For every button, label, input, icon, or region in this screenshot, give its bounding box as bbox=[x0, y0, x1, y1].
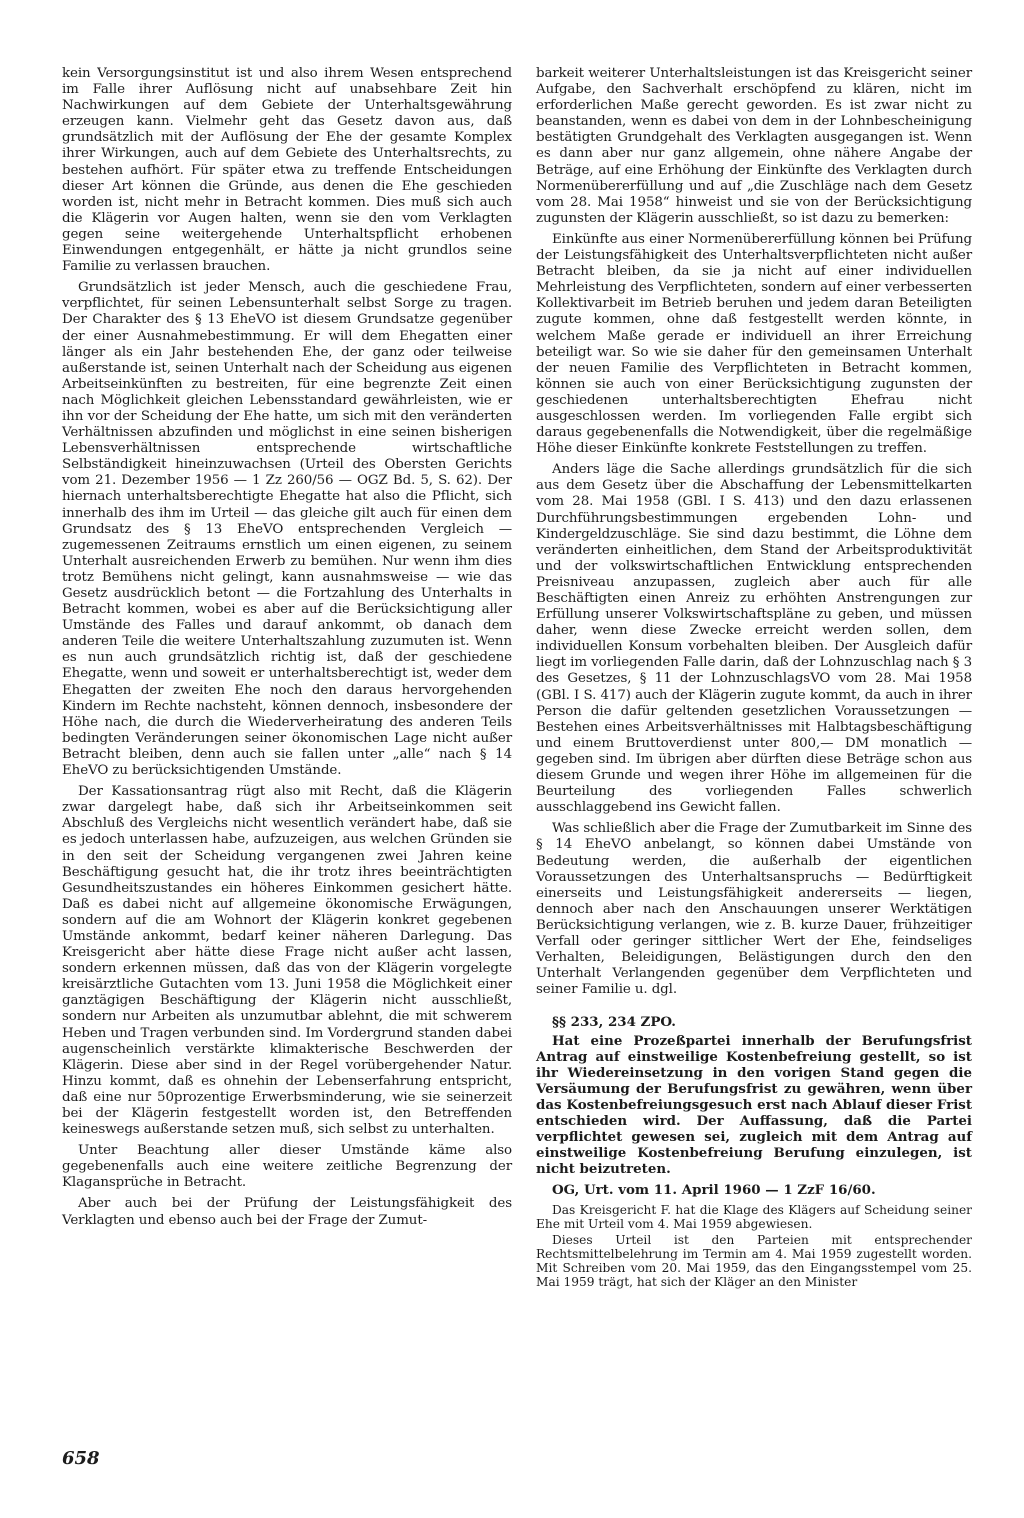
body-paragraph: Was schließlich aber die Frage der Zumutbarkeit im Sinne des § 14 EheVO anbelangt, so können dabei Umstände von Bedeutung werden, die außerhalb der eigentlichen Voraussetzungen des Unterhaltsanspruchs — Bedürftigkeit einerseits und Leistungsfähigkeit andererseits — liegen, dennoch aber nach den Anschauungen unserer Werktätigen Berücksichtigung verlangen, wie z. B. kurze Dauer, frühzeitiger Verfall oder geringer sittlicher Wert der Ehe, feindseliges Verhalten, Beleidigungen, Belästigungen durch den den Unterhalt Verlangenden gegenüber dem Verpflichteten und seiner Familie u. dgl. bbox=[536, 821, 972, 998]
body-paragraph: Anders läge die Sache allerdings grundsätzlich für die sich aus dem Gesetz über die Abschaffung der Lebensmittelkarten vom 28. Mai 1958 (GBl. I S. 413) und den dazu erlassenen Durchführungsbestimmungen ergebenden Lohn- und Kindergeldzuschläge. Sie sind dazu bestimmt, die Löhne dem veränderten einheitlichen, dem Stand der Arbeitsproduktivität und der volkswirtschaftlichen Entwicklung entsprechenden Preisniveau anzupassen, zugleich aber auch für alle Beschäftigten einen Anreiz zu erhöhten Anstrengungen zur Erfüllung unserer Volkswirtschaftspläne zu geben, und müssen daher, wenn diese Zwecke erreicht werden sollen, dem individuellen Konsum vorbehalten bleiben. Der Ausgleich dafür liegt im vorliegenden Falle darin, daß der Lohnzuschlag nach § 3 des Gesetzes, § 11 der LohnzuschlagsVO vom 28. Mai 1958 (GBl. I S. 417) auch der Klägerin zugute kommt, da auch in ihrer Person die dafür geltenden gesetzlichen Voraussetzungen — Bestehen eines Arbeitsverhältnisses mit Halbtagsbeschäftigung und einem Bruttoverdienst unter 800,— DM monatlich — gegeben sind. Im übrigen aber dürften diese Beträge schon aus diesem Grunde und wegen ihrer Höhe im allgemeinen für die Beurteilung des vorliegenden Falles schwerlich ausschlaggebend ins Gewicht fallen. bbox=[536, 462, 972, 816]
right-column bbox=[536, 66, 972, 1291]
body-paragraph: Aber auch bei der Prüfung der Leistungsfähigkeit des Verklagten und ebenso auch bei der Frage der Zumut- bbox=[62, 1196, 512, 1228]
body-paragraph: Einkünfte aus einer Normenübererfüllung können bei Prüfung der Leistungsfähigkeit des Unterhaltsverpflichteten nicht außer Betracht bleiben, da sie ja nicht auf einer individuellen Mehrleistung des Verpflichteten, sondern auf einer verbesserten Kollektivarbeit im Betrieb beruhen und jedem daran Beteiligten zugute kommen, ohne daß festgestellt werden könnte, in welchem Maße gerade er individuell an ihrer Erreichung beteiligt war. So wie sie daher für den gemeinsamen Unterhalt der neuen Familie des Verpflichteten in Betracht kommen, können sie auch von einer Berücksichtigung zugunsten der geschiedenen unterhaltsberechtigten Ehefrau nicht ausgeschlossen werden. Im vorliegenden Falle ergibt sich daraus gegebenenfalls die Notwendigkeit, über die regelmäßige Höhe dieser Einkünfte konkrete Feststellungen zu treffen. bbox=[536, 231, 972, 457]
headnote: Hat eine Prozeßpartei innerhalb der Berufungsfrist Antrag auf einstweilige Kostenbefreiung gestellt, so ist ihr Wiedereinsetzung in den vorigen Stand gegen die Versäumung der Berufungsfrist zu gewähren, wenn über das Kostenbefreiungsgesuch erst nach Ablauf dieser Frist entschieden wird. Der Auffassung, daß die Partei verpflichtet gewesen sei, zugleich mit dem Antrag auf einstweilige Kostenbefreiung Berufung einzulegen, ist nicht beizutreten. bbox=[536, 1033, 972, 1178]
decision-citation: OG, Urt. vom 11. April 1960 — 1 ZzF 16/60. bbox=[552, 1182, 876, 1199]
left-column bbox=[62, 66, 512, 1234]
body-paragraph: Der Kassationsantrag rügt also mit Recht, daß die Klägerin zwar dargelegt habe, daß sich ihr Arbeitseinkommen seit Abschluß des Vergleichs nicht wesentlich verändert habe, daß sie es jedoch unterlassen habe, aufzuzeigen, aus welchen Gründen sie in den seit der Scheidung vergangenen zwei Jahren keine Beschäftigung gesucht hat, die ihr trotz ihres beeinträchtigten Gesundheitszustandes ein höheres Einkommen gesichert hätte. Daß es dabei nicht auf allgemeine ökonomische Erwägungen, sondern auf die am Wohnort der Klägerin konkret gegebenen Umstände ankommt, bedarf keiner näheren Darlegung. Das Kreisgericht aber hätte diese Frage nicht außer acht lassen, sondern erkennen müssen, daß das von der Klägerin vorgelegte kreisärztliche Gutachten vom 13. Juni 1958 die Möglichkeit einer ganztägigen Beschäftigung der Klägerin nicht ausschließt, sondern nur Arbeiten als unzumutbar ablehnt, die mit schwerem Heben und Tragen verbunden sind. Im Vordergrund standen dabei augenscheinlich verstärkte klimakterische Beschwerden der Klägerin. Diese aber sind in der Regel vorübergehender Natur. Hinzu kommt, daß es ohnehin der Lebenserfahrung entspricht, daß eine nur 50prozentige Erwerbsminderung, wie sie seinerzeit bei der Klägerin festgestellt worden ist, den Betreffenden keineswegs außerstande setzen muß, sich selbst zu unterhalten. bbox=[62, 784, 512, 1138]
statute-heading: §§ 233, 234 ZPO. bbox=[552, 1014, 676, 1031]
body-paragraph: Unter Beachtung aller dieser Umstände käme also gegebenenfalls auch eine weitere zeitliche Begrenzung der Klagansprüche in Betracht. bbox=[62, 1143, 512, 1191]
facts-paragraph: Das Kreisgericht F. hat die Klage des Klägers auf Scheidung seiner Ehe mit Urteil vom 4. Mai 1959 abgewiesen. bbox=[536, 1203, 972, 1232]
page-number: 658 bbox=[62, 1448, 100, 1469]
body-paragraph: Grundsätzlich ist jeder Mensch, auch die geschiedene Frau, verpflichtet, für seinen Lebensunterhalt selbst Sorge zu tragen. Der Charakter des § 13 EheVO ist diesem Grundsatze gegenüber der einer Ausnahmebestimmung. Er will dem Ehegatten einer länger als ein Jahr bestehenden Ehe, der ganz oder teilweise außerstande ist, seinen Unterhalt nach der Scheidung aus eigenen Arbeitseinkünften zu bestreiten, für eine begrenzte Zeit einen nach Möglichkeit gleichen Lebensstandard gewährleisten, wie er ihn vor der Scheidung der Ehe hatte, um sich mit den veränderten Verhältnissen abzufinden und möglichst in eine seinen bisherigen Lebensverhältnissen entsprechende wirtschaftliche Selbständigkeit hineinzuwachsen (Urteil des Obersten Gerichts vom 21. Dezember 1956 — 1 Zz 260/56 — OGZ Bd. 5, S. 62). Der hiernach unterhaltsberechtigte Ehegatte hat also die Pflicht, sich innerhalb des ihm im Urteil — das gleiche gilt auch für einen dem Grundsatz des § 13 EheVO entsprechenden Vergleich — zugemessenen Zeitraums ernstlich um einen eigenen, zu seinem Unterhalt ausreichenden Erwerb zu bemühen. Nur wenn ihm dies trotz Bemühens nicht gelingt, kann ausnahmsweise — wie das Gesetz ausdrücklich betont — die Fortzahlung des Unterhalts in Betracht kommen, wobei es aber auf die Berücksichtigung aller Umstände des Falles und darauf ankommt, ob danach dem anderen Teile die weitere Unterhaltszahlung zuzumuten ist. Wenn es nun auch grundsätzlich richtig ist, daß der geschiedene Ehegatte, wenn und soweit er unterhaltsberechtigt ist, weder dem Ehegatten der zweiten Ehe noch den daraus hervorgehenden Kindern im Rechte nachsteht, können dennoch, insbesondere der Höhe nach, die durch die Wiederverheiratung des anderen Teils bedingten Veränderungen seiner ökonomischen Lage nicht außer Betracht bleiben, denn auch sie fallen unter „alle“ nach § 14 EheVO zu berücksichtigenden Umstände. bbox=[62, 280, 512, 779]
body-paragraph: barkeit weiterer Unterhaltsleistungen ist das Kreisgericht seiner Aufgabe, den Sachverhalt erschöpfend zu klären, nicht im erforderlichen Maße gerecht geworden. Es ist zwar nicht zu beanstanden, wenn es dabei von dem in der Lohnbescheinigung bestätigten Grundgehalt des Verklagten ausgegangen ist. Wenn es dann aber nur ganz allgemein, ohne nähere Angabe der Beträge, auf eine Erhöhung der Einkünfte des Verklagten durch Normenübererfüllung und auf „die Zuschläge nach dem Gesetz vom 28. Mai 1958“ hinweist und sie von der Berücksichtigung zugunsten der Klägerin ausschließt, so ist dazu zu bemerken: bbox=[536, 66, 972, 226]
facts-paragraph: Dieses Urteil ist den Parteien mit entsprechender Rechtsmittelbelehrung im Termin am 4. Mai 1959 zugestellt worden. Mit Schreiben vom 20. Mai 1959, das den Eingangsstempel vom 25. Mai 1959 trägt, hat sich der Kläger an den Minister bbox=[536, 1233, 972, 1290]
body-paragraph: kein Versorgungsinstitut ist und also ihrem Wesen entsprechend im Falle ihrer Auflösung nicht auf unabsehbare Zeit hin Nachwirkungen auf dem Gebiete der Unterhaltsgewährung erzeugen kann. Vielmehr geht das Gesetz davon aus, daß grundsätzlich mit der Auflösung der Ehe der gesamte Komplex ihrer Wirkungen, auch auf dem Gebiete des Unterhaltsrechts, zu bestehen aufhört. Für später etwa zu treffende Entscheidungen dieser Art können die Gründe, aus denen die Ehe geschieden worden ist, nicht mehr in Betracht kommen. Dies muß sich auch die Klägerin vor Augen halten, wenn sie den vom Verklagten gegen seine weitergehende Unterhaltspflicht erhobenen Einwendungen entgegenhält, er hätte ja nicht grundlos seine Familie zu verlassen brauchen. bbox=[62, 66, 512, 275]
